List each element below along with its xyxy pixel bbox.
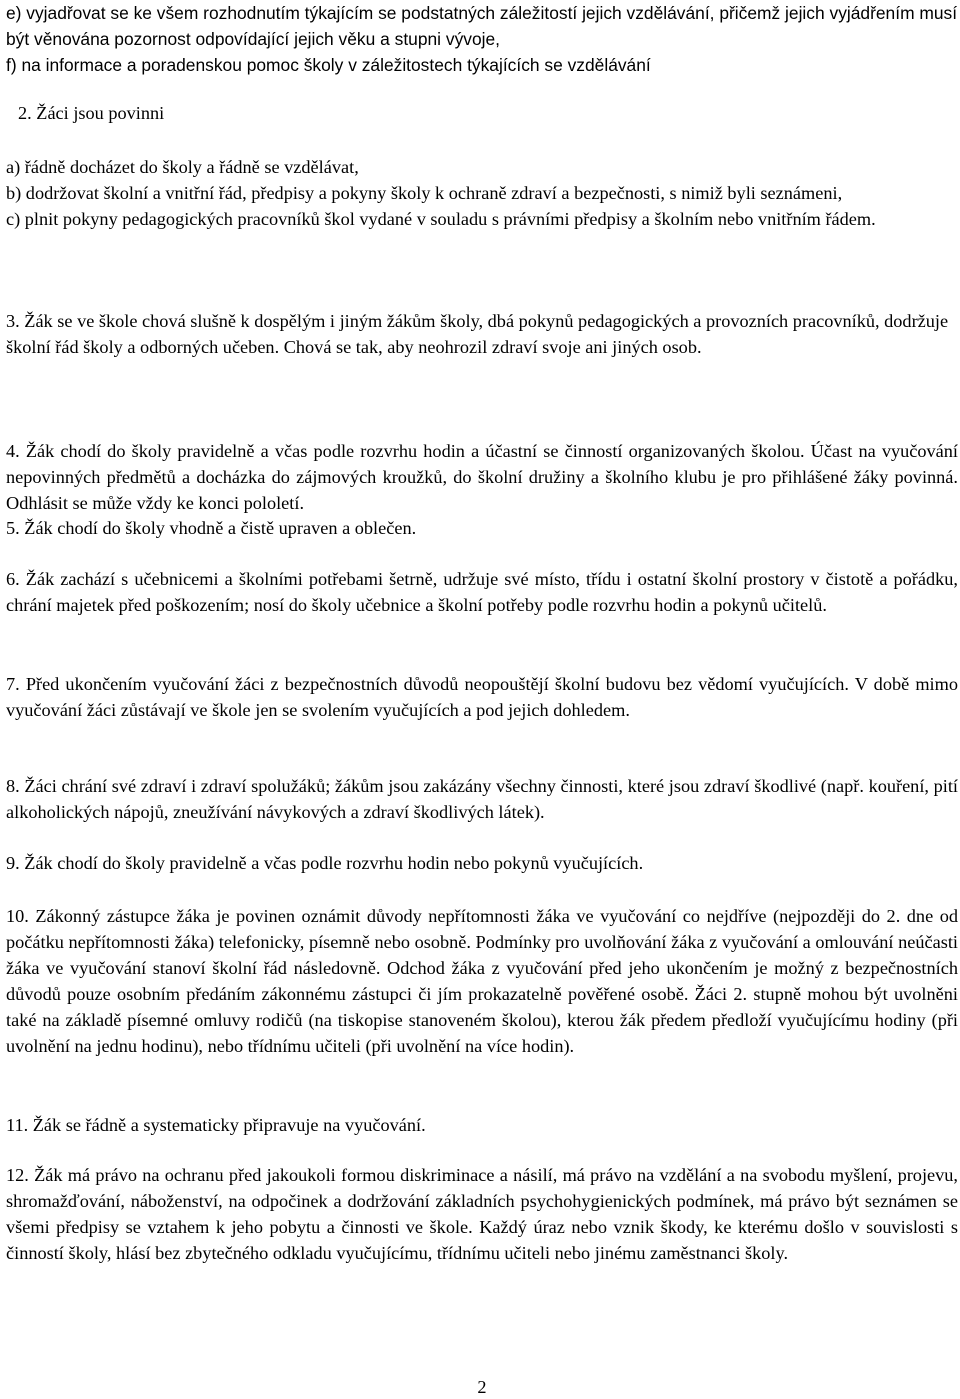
paragraph-6: 6. Žák zachází s učebnicemi a školními potřebami šetrně, udržuje své místo, třídu i ostatní školní prostory v čistotě a pořádku, chrání majetek před poškozením; nosí do školy učebnice a školní potřeby podle rozvrhu hodin a pokynů učitelů. xyxy=(6,569,958,615)
paragraph-8: 8. Žáci chrání své zdraví i zdraví spolužáků; žákům jsou zakázány všechny činnosti, které jsou zdraví škodlivé (např. kouření, pití alkoholických nápojů, zneužívání návykových a zdraví škodlivých látek). xyxy=(6,776,958,822)
paragraph-4: 4. Žák chodí do školy pravidelně a včas podle rozvrhu hodin a účastní se činností organizovaných školou. Účast na vyučování nepovinných předmětů a docházka do zájmových kroužků, do školní družiny a školního klubu je pro přihlášené žáky povinná. Odhlásit se může vždy ke konci pololetí. xyxy=(6,441,958,513)
paragraph-9: 9. Žák chodí do školy pravidelně a včas podle rozvrhu hodin nebo pokynů vyučujících. xyxy=(6,853,644,873)
paragraph-12: 12. Žák má právo na ochranu před jakoukoli formou diskriminace a násilí, má právo na vzdělání a na svobodu myšlení, projevu, shromažďování, náboženství, na odpočinek a dodržování základních psychohygienických podmínek, má právo být seznámen se všemi předpisy se vztahem k jeho pobytu a činnosti ve škole. Každý úraz nebo vznik škody, ke kterému došlo v souvislosti s činností školy, hlásí bez zbytečného odkladu vyučujícímu, třídnímu učiteli nebo jinému zaměstnanci školy. xyxy=(6,1165,958,1263)
paragraph-3: 3. Žák se ve škole chová slušně k dospělým i jiným žákům školy, dbá pokynů pedagogických a provozních pracovníků, dodržuje školní řád školy a odborných učeben. Chová se tak, aby neohrozil zdraví svoje ani jiných osob. xyxy=(6,311,949,357)
paragraph-5: 5. Žák chodí do školy vhodně a čistě upraven a oblečen. xyxy=(6,518,417,538)
paragraph-10: 10. Zákonný zástupce žáka je povinen oznámit důvody nepřítomnosti žáka ve vyučování co nejdříve (nejpozději do 2. dne od počátku nepřítomnosti žáka) telefonicky, písemně nebo osobně. Podmínky pro uvolňování žáka z vyučování a omlouvání neúčasti žáka ve vyučování stanoví školní řád následovně. Odchod žáka z vyučování před jeho ukončením je možný z bezpečnostních důvodů pouze osobním předáním zákonnému zástupci či jím prokazatelně pověřené osobě. Žáci 2. stupně mohou být uvolněni také na základě písemné omluvy rodičů (na tiskopise stanoveném školou), kterou žák předem předloží vyučujícímu hodiny (při uvolnění na jednu hodinu), nebo třídnímu učiteli (při uvolnění na více hodin). xyxy=(6,906,958,1056)
duty-item-c: c) plnit pokyny pedagogických pracovníků škol vydané v souladu s právními předpisy a školním nebo vnitřním řádem. xyxy=(6,209,876,229)
duty-item-b: b) dodržovat školní a vnitřní řád, předpisy a pokyny školy k ochraně zdraví a bezpečnosti, s nimiž byli seznámeni, xyxy=(6,183,843,203)
rights-list-continuation xyxy=(6,0,958,78)
list-item-f: f) na informace a poradenskou pomoc školy v záležitostech týkajících se vzdělávání xyxy=(6,55,651,75)
duty-item-a: a) řádně docházet do školy a řádně se vzdělávat, xyxy=(6,157,359,177)
section-duties xyxy=(6,100,958,232)
paragraph-11: 11. Žák se řádně a systematicky připravuje na vyučování. xyxy=(6,1115,426,1135)
list-item-e: e) vyjadřovat se ke všem rozhodnutím týkajícím se podstatných záležitostí jejich vzdělávání, přičemž jejich vyjádřením musí být věnována pozornost odpovídající jejich věku a stupni vývoje, xyxy=(6,3,958,49)
section-heading: 2. Žáci jsou povinni xyxy=(18,103,165,123)
paragraph-7: 7. Před ukončením vyučování žáci z bezpečnostních důvodů neopouštějí školní budovu bez vědomí vyučujících. V době mimo vyučování žáci zůstávají ve škole jen se svolením vyučujících a pod jejich dohledem. xyxy=(6,674,958,720)
page-number: 2 xyxy=(477,1377,487,1397)
